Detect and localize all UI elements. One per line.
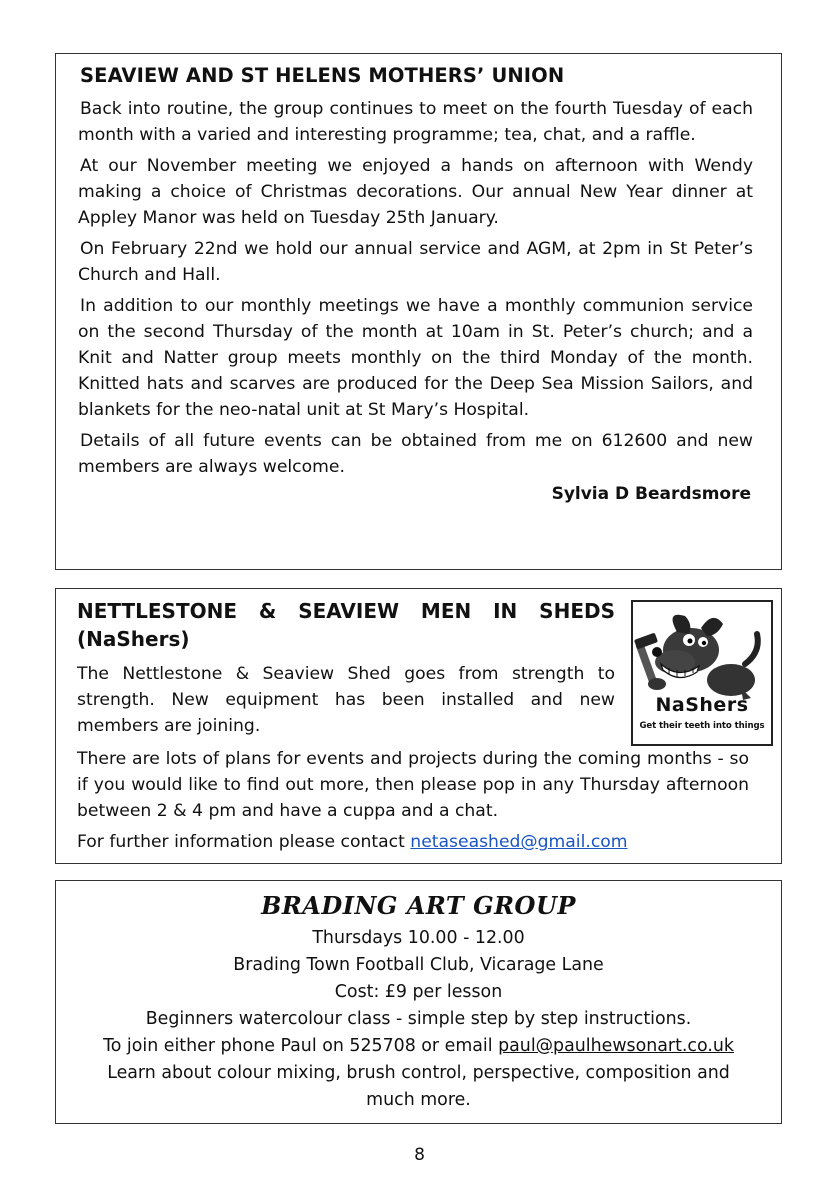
art-class: Beginners watercolour class - simple step by step instructions. [145, 1009, 692, 1029]
men-in-sheds-section [55, 588, 782, 864]
logo-title: NaShers [655, 694, 749, 716]
sheds-paragraph-strength: The Nettlestone & Seaview Shed goes from strength to strength. New equipment has been installed and new members are joining. [77, 664, 615, 736]
art-learn: Learn about colour mixing, brush control, perspective, composition and much more. [107, 1063, 730, 1110]
mu-paragraph-routine: Back into routine, the group continues to meet on the fourth Tuesday of each month with a varied and interesting programme; tea, chat, and a raffle. [78, 99, 753, 145]
sheds-heading [77, 597, 615, 653]
mu-signature: Sylvia D Beardsmore [551, 484, 751, 504]
sheds-top-row [77, 597, 773, 746]
sheds-heading-line1: NETTLESTONE & SEAVIEW MEN IN SHEDS [77, 599, 615, 623]
art-join-line [64, 1033, 773, 1060]
art-email-link[interactable]: paul@paulhewsonart.co.uk [498, 1036, 734, 1056]
sheds-email-link[interactable]: netaseashed@gmail.com [410, 832, 628, 852]
art-time: Thursdays 10.00 - 12.00 [312, 928, 525, 948]
mu-paragraph-february: On February 22nd we hold our annual service and AGM, at 2pm in St Peter’s Church and Hall. [78, 239, 753, 285]
page-number: 8 [414, 1145, 425, 1165]
mothers-union-section [55, 53, 782, 570]
sheds-paragraph-plans: There are lots of plans for events and projects during the coming months - so if you would like to find out more, then please pop in any Thursday afternoon between 2 & 4 pm and have a cuppa and a chat. [77, 749, 749, 821]
mu-paragraph-november: At our November meeting we enjoyed a hands on afternoon with Wendy making a choice of Christmas decorations. Our annual New Year dinner at Appley Manor was held on Tuesday 25th January. [78, 156, 753, 228]
art-join-text: To join either phone Paul on 525708 or email [103, 1036, 499, 1056]
sheds-contact-text: For further information please contact [77, 832, 411, 852]
sheds-intro [77, 597, 615, 746]
logo-tagline: Get their teeth into things [639, 721, 765, 731]
sheds-contact-line [77, 829, 773, 855]
art-venue: Brading Town Football Club, Vicarage Lane [233, 955, 604, 975]
art-group-section [55, 880, 782, 1124]
mothers-union-heading: SEAVIEW AND ST HELENS MOTHERS’ UNION [80, 64, 565, 87]
sheds-heading-line2: (NaShers) [77, 627, 190, 651]
art-group-title: BRADING ART GROUP [261, 891, 576, 920]
nashers-logo [631, 600, 773, 746]
mu-paragraph-meetings: In addition to our monthly meetings we have a monthly communion service on the second Thursday of the month at 10am in St. Peter’s church; and a Knit and Natter group meets monthly on the third Monday of the month. Knitted hats and scarves are produced for the Deep Sea Mission Sailors, and blankets for the neo-natal unit at St Mary’s Hospital. [78, 296, 753, 420]
mu-paragraph-details: Details of all future events can be obtained from me on 612600 and new members are always welcome. [78, 431, 753, 477]
art-cost: Cost: £9 per lesson [334, 982, 503, 1002]
